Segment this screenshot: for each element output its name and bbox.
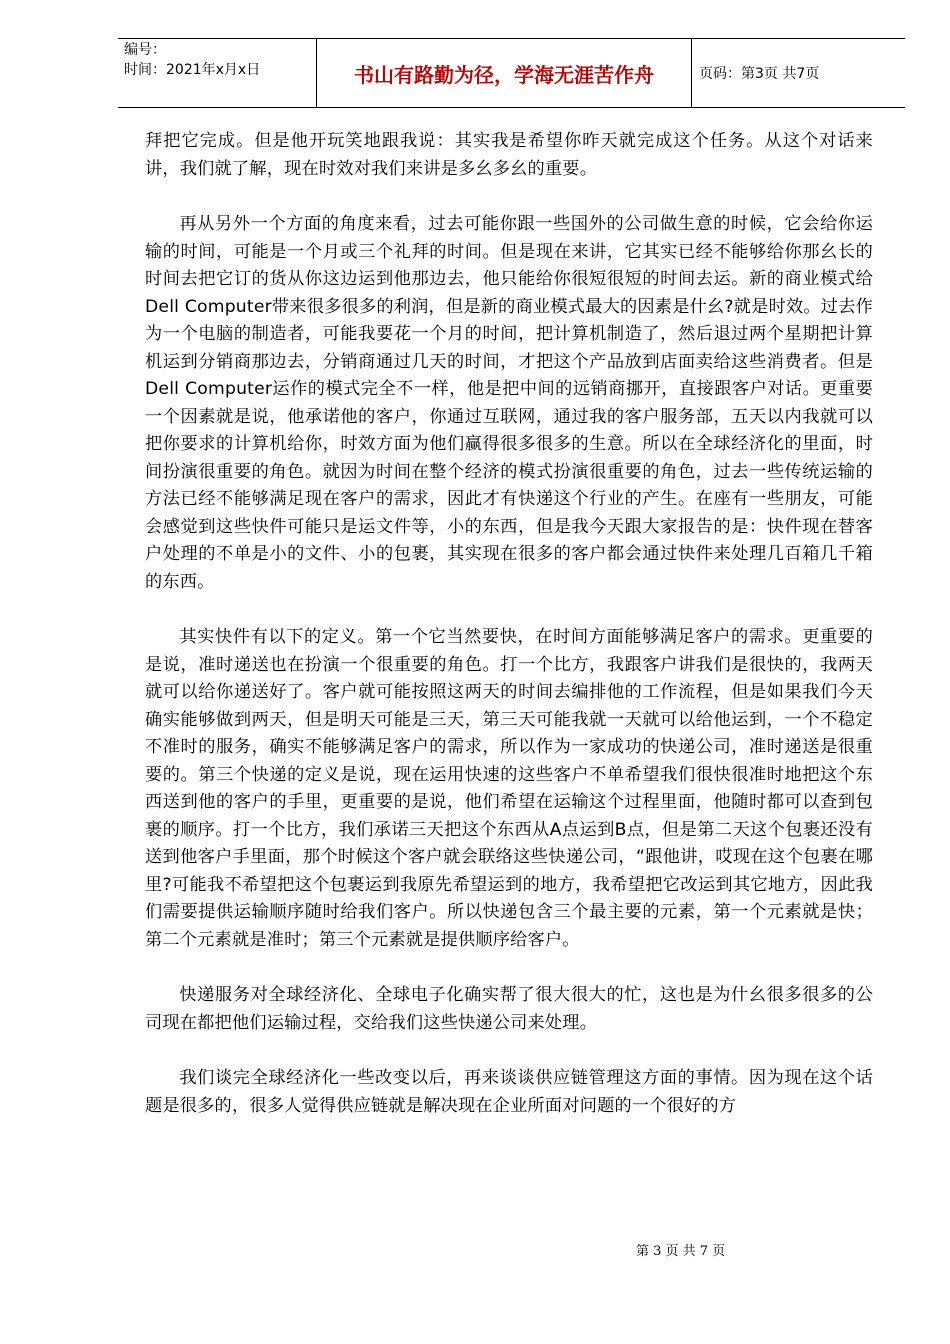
header-meta-cell: [118, 39, 316, 107]
body-paragraph: 拜把它完成。但是他开玩笑地跟我说：其实我是希望你昨天就完成这个任务。从这个对话来讲，我们就了解，现在时效对我们来讲是多幺多幺的重要。: [145, 131, 873, 179]
document-body: [145, 128, 873, 1148]
header-motto: 书山有路勤为径，学海无涯苦作舟: [354, 63, 654, 87]
header-page-code: 页码：第3页 共7页: [699, 66, 820, 82]
header-page-cell: [691, 39, 905, 107]
document-number-label: 编号：: [124, 42, 166, 58]
body-paragraph: 再从另外一个方面的角度来看，过去可能你跟一些国外的公司做生意的时候，它会给你运输的时间，可能是一个月或三个礼拜的时间。但是现在来讲，它其实已经不能够给你那幺长的时间去把它订的货从你这边运到他那边去，他只能给你很短很短的时间去运。新的商业模式给Dell Computer带来很多很多的利润，但是新的商业模式最大的因素是什幺?就是时效。过去作为一个电脑的制造者，可能我要花一个月的时间，把计算机制造了，然后退过两个星期把计算机运到分销商那边去，分销商通过几天的时间，才把这个产品放到店面卖给这些消费者。但是Dell Computer运作的模式完全不一样，他是把中间的远销商挪开，直接跟客户对话。更重要一个因素就是说，他承诺他的客户，你通过互联网，通过我的客户服务部，五天以内我就可以把你要求的计算机给你，时效方面为他们赢得很多很多的生意。所以在全球经济化的里面，时间扮演很重要的角色。就因为时间在整个经济的模式扮演很重要的角色，过去一些传统运输的方法已经不能够满足现在客户的需求，因此才有快递这个行业的产生。在座有一些朋友，可能会感觉到这些快件可能只是运文件等，小的东西，但是我今天跟大家报告的是：快件现在替客户处理的不单是小的文件、小的包裹，其实现在很多的客户都会通过快件来处理几百箱几千箱的东西。: [145, 214, 873, 592]
body-paragraph: 快递服务对全球经济化、全球电子化确实帮了很大很大的忙，这也是为什幺很多很多的公司现在都把他们运输过程，交给我们这些快递公司来处理。: [145, 985, 873, 1033]
document-date-label: 时间：2021年x月x日: [124, 62, 261, 78]
header-motto-cell: [316, 39, 692, 107]
body-paragraph: 我们谈完全球经济化一些改变以后，再来谈谈供应链管理这方面的事情。因为现在这个话题是很多的，很多人觉得供应链就是解决现在企业所面对问题的一个很好的方: [145, 1068, 873, 1116]
page-header: [118, 38, 905, 108]
page-footer: 第 3 页 共 7 页: [636, 1244, 726, 1259]
body-paragraph: 其实快件有以下的定义。第一个它当然要快，在时间方面能够满足客户的需求。更重要的是说，准时递送也在扮演一个很重要的角色。打一个比方，我跟客户讲我们是很快的，我两天就可以给你递送好了。客户就可能按照这两天的时间去编排他的工作流程，但是如果我们今天确实能够做到两天，但是明天可能是三天，第三天可能我就一天就可以给他运到，一个不稳定不准时的服务，确实不能够满足客户的需求，所以作为一家成功的快递公司，准时递送是很重要的。第三个快递的定义是说，现在运用快速的这些客户不单希望我们很快很准时地把这个东西送到他的客户的手里，更重要的是说，他们希望在运输这个过程里面，他随时都可以查到包裹的顺序。打一个比方，我们承诺三天把这个东西从A点运到B点，但是第二天这个包裹还没有送到他客户手里面，那个时候这个客户就会联络这些快递公司，“跟他讲，哎现在这个包裹在哪里?可能我不希望把这个包裹运到我原先希望运到的地方，我希望把它改运到其它地方，因此我们需要提供运输顺序随时给我们客户。所以快递包含三个最主要的元素，第一个元素就是快；第二个元素就是准时；第三个元素就是提供顺序给客户。: [145, 627, 873, 950]
